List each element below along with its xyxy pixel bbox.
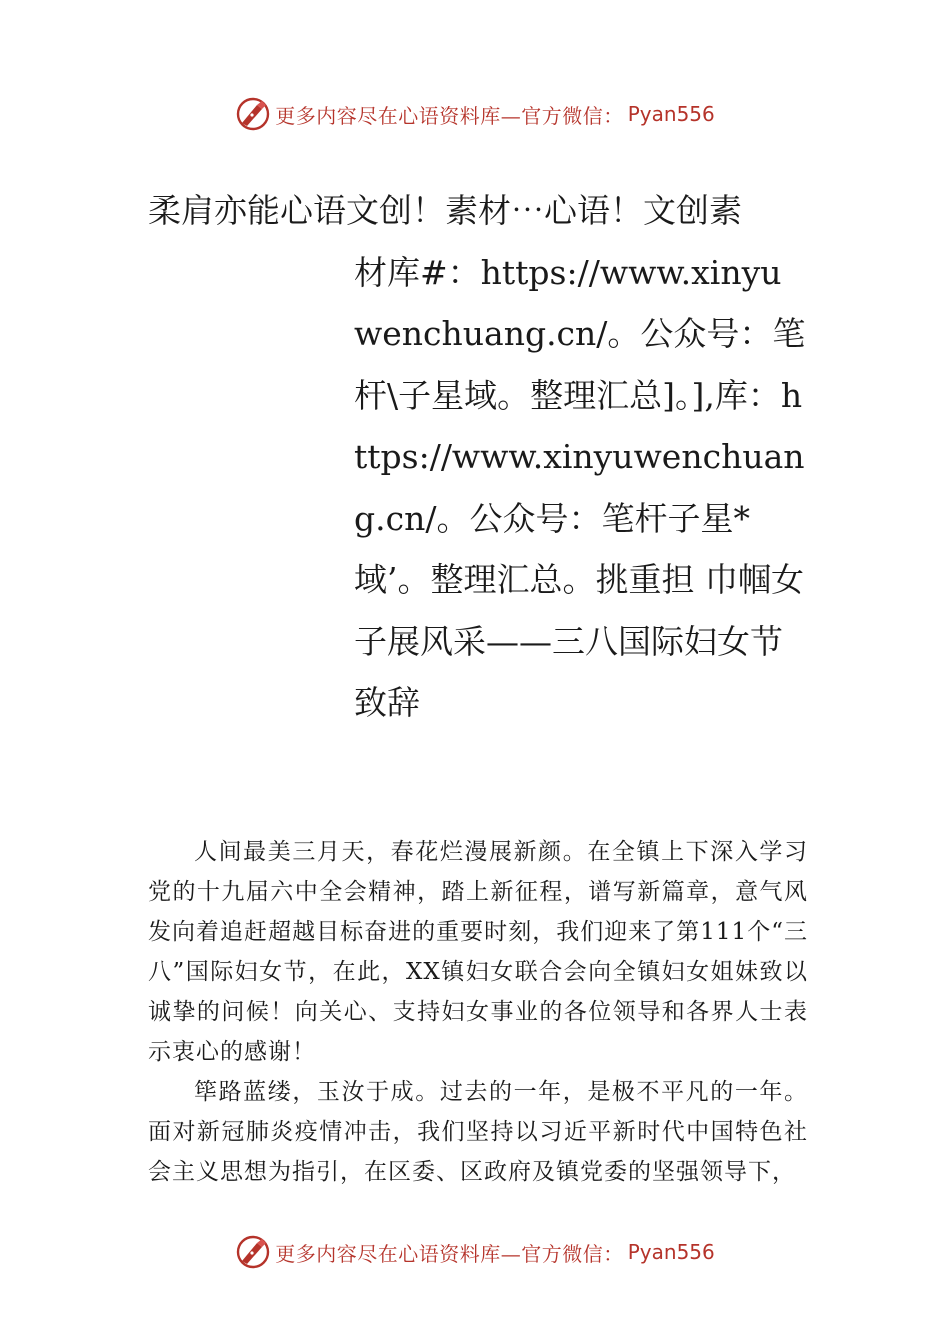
quill-pen-logo-icon [235,96,271,132]
title-line-1: 柔肩亦能心语文创！素材⋯心语！文创素 [148,191,742,230]
document-title [148,180,808,734]
banner-wechat-id: Pyan556 [627,102,715,126]
banner-text: 更多内容尽在心语资料库—官方微信： [275,103,624,128]
paragraph-2: 筚路蓝缕，玉汝于成。过去的一年，是极不平凡的一年。面对新冠肺炎疫情冲击，我们坚持以习近平新时代中国特色社会主义思想为指引，在区委、区政府及镇党委的坚强领导下， [148,1079,808,1185]
footer-banner [0,1230,950,1274]
paragraph-1: 人间最美三月天，春花烂漫展新颜。在全镇上下深入学习党的十九届六中全会精神，踏上新征程，谱写新篇章，意气风发向着追赶超越目标奋进的重要时刻，我们迎来了第111个“三八”国际妇女节，在此，XX镇妇女联合会向全镇妇女姐妹致以诚挚的问候！向关心、支持妇女事业的各位领导和各界人士表示衷心的感谢！ [148,839,808,1065]
quill-pen-logo-icon [235,1234,271,1270]
banner-wechat-id: Pyan556 [627,1240,715,1264]
title-continuation: 材库#：https://www.xinyuwenchuang.cn/。公众号：笔杆\子星域。整理汇总]。],库：https://www.xinyuwenchuang.cn/。公众号：笔杆子星*域’。整理汇总。挑重担 巾帼女子展风采——三八国际妇女节致辞 [354,252,806,722]
document-body [148,832,808,1192]
banner-text: 更多内容尽在心语资料库—官方微信： [275,1241,624,1266]
header-banner [0,92,950,136]
